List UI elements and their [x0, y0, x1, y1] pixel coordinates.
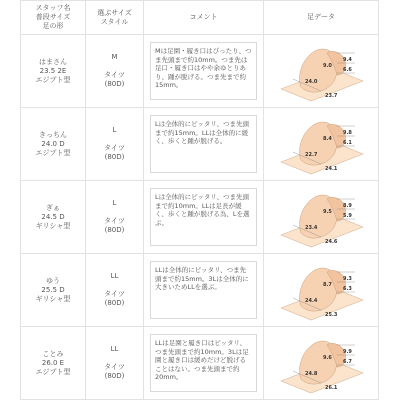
denier: (80D)	[104, 153, 125, 161]
heel-value: 6.3	[343, 286, 352, 292]
heel-value: 6.7	[343, 359, 352, 365]
table-row	[21, 327, 379, 400]
chosen-size: LL	[110, 345, 119, 353]
comment-cell	[144, 254, 264, 327]
chosen-size: L	[112, 199, 117, 207]
foot-diagram	[271, 331, 371, 395]
denier: (80D)	[104, 226, 125, 234]
foot-data-cell	[264, 181, 379, 254]
foot-diagram	[271, 112, 371, 176]
chosen-size: M	[111, 53, 118, 61]
style-cell	[86, 181, 144, 254]
header-style	[86, 1, 144, 35]
usual-size: 23.5 2E	[39, 66, 67, 75]
foot-shape: ギリシャ型	[35, 294, 71, 303]
style-kind: タイツ	[104, 290, 125, 298]
comment-text: Lは全体的にピッタリ、つま先頭まで約10mm。LLは足長が緩く、歩くと踵が脱げる為、Lを選ぶ。	[150, 188, 257, 246]
heel-value: 6.6	[343, 67, 352, 73]
table-row	[21, 254, 379, 327]
comment-cell	[144, 35, 264, 108]
foot-diagram	[271, 185, 371, 249]
comment-cell	[144, 108, 264, 181]
width-value: 22.7	[305, 152, 318, 158]
table-header-row	[21, 1, 379, 35]
header-staff-name: スタッフ名	[35, 4, 71, 12]
style-cell	[86, 254, 144, 327]
style-kind: タイツ	[104, 217, 125, 225]
usual-size: 24.0 D	[41, 139, 65, 148]
staff-cell	[21, 108, 86, 181]
chosen-size: L	[112, 126, 117, 134]
staff-name: ぎぁ	[46, 203, 60, 212]
table-row	[21, 35, 379, 108]
length-value: 26.1	[325, 385, 338, 391]
staff-name: ことみ	[42, 349, 64, 358]
foot-data-cell	[264, 327, 379, 400]
style-cell	[86, 108, 144, 181]
header-usual-size: 普段サイズ	[35, 13, 71, 21]
foot-shape: エジプト型	[35, 75, 71, 84]
foot-data-cell	[264, 254, 379, 327]
header-foot-data: 足データ	[264, 1, 379, 35]
instep-value: 9.4	[343, 57, 352, 63]
width-value: 24.4	[305, 298, 318, 304]
style-cell	[86, 327, 144, 400]
comment-cell	[144, 181, 264, 254]
ball-value: 9.0	[323, 63, 332, 69]
style-cell	[86, 35, 144, 108]
staff-name: きっちん	[39, 130, 67, 139]
comment-text: Lは全体的にピッタリ、つま先頭まで約15mm。LLは全体的に緩く、歩くと踵が脱げる。	[150, 115, 257, 173]
length-value: 24.1	[325, 166, 338, 172]
denier: (80D)	[104, 372, 125, 380]
heel-value: 5.9	[343, 213, 352, 219]
staff-cell	[21, 327, 86, 400]
staff-cell	[21, 254, 86, 327]
instep-value: 8.9	[343, 203, 352, 209]
foot-data-cell	[264, 108, 379, 181]
foot-shape: エジプト型	[35, 148, 71, 157]
ball-value: 8.4	[323, 136, 332, 142]
instep-value: 9.9	[343, 349, 352, 355]
comment-text: Mは足園・履き口はぴったり、つま先頭まで約10mm。つま先は足口・履き口はやや余ゆとりあり、踵が脱げる。つま先まで約15mm。	[150, 42, 257, 100]
usual-size: 26.0 E	[41, 358, 65, 367]
header-chosen-size: 選ぶサイズ	[97, 8, 132, 17]
foot-data-cell	[264, 35, 379, 108]
header-comment: コメント	[144, 1, 264, 35]
comment-cell	[144, 327, 264, 400]
ball-value: 9.5	[323, 209, 332, 215]
style-kind: タイツ	[104, 71, 125, 79]
header-staff	[21, 1, 86, 35]
staff-cell	[21, 35, 86, 108]
foot-shape: ギリシャ型	[35, 221, 71, 230]
denier: (80D)	[104, 299, 125, 307]
chosen-size: LL	[110, 272, 119, 280]
ball-value: 9.6	[323, 355, 332, 361]
foot-diagram	[271, 258, 371, 322]
instep-value: 9.8	[343, 130, 352, 136]
style-kind: タイツ	[104, 363, 125, 371]
ball-value: 8.7	[323, 282, 332, 288]
width-value: 24.0	[305, 79, 318, 85]
comment-text: LLは全体的にピッタリ、つま先頭まで約15mm。3Lは全体的に大きいためLLを選ぶ。	[150, 261, 257, 319]
staff-name: はまさん	[39, 57, 67, 66]
denier: (80D)	[104, 80, 125, 88]
comment-text: LLは足園と履き口はピッタリ、つま先頭まで約10mm。3Lは足園と履き口は緩めだけど脱げることはない。つま先頭まで約20mm。	[150, 334, 257, 392]
staff-name: ゆう	[46, 276, 60, 285]
header-style-kind: スタイル	[100, 17, 129, 26]
length-value: 24.6	[325, 239, 338, 245]
staff-size-table	[20, 0, 379, 400]
table-row	[21, 108, 379, 181]
table-row	[21, 181, 379, 254]
style-kind: タイツ	[104, 144, 125, 152]
length-value: 25.3	[325, 312, 338, 318]
header-foot-shape: 足の形	[42, 22, 64, 30]
heel-value: 6.1	[343, 140, 352, 146]
instep-value: 9.3	[343, 276, 352, 282]
foot-shape: エジプト型	[35, 367, 71, 376]
usual-size: 25.5 D	[41, 285, 65, 294]
usual-size: 24.5 D	[41, 212, 65, 221]
width-value: 23.4	[305, 225, 318, 231]
foot-diagram	[271, 39, 371, 103]
width-value: 24.8	[305, 371, 318, 377]
length-value: 23.7	[325, 93, 338, 99]
staff-cell	[21, 181, 86, 254]
